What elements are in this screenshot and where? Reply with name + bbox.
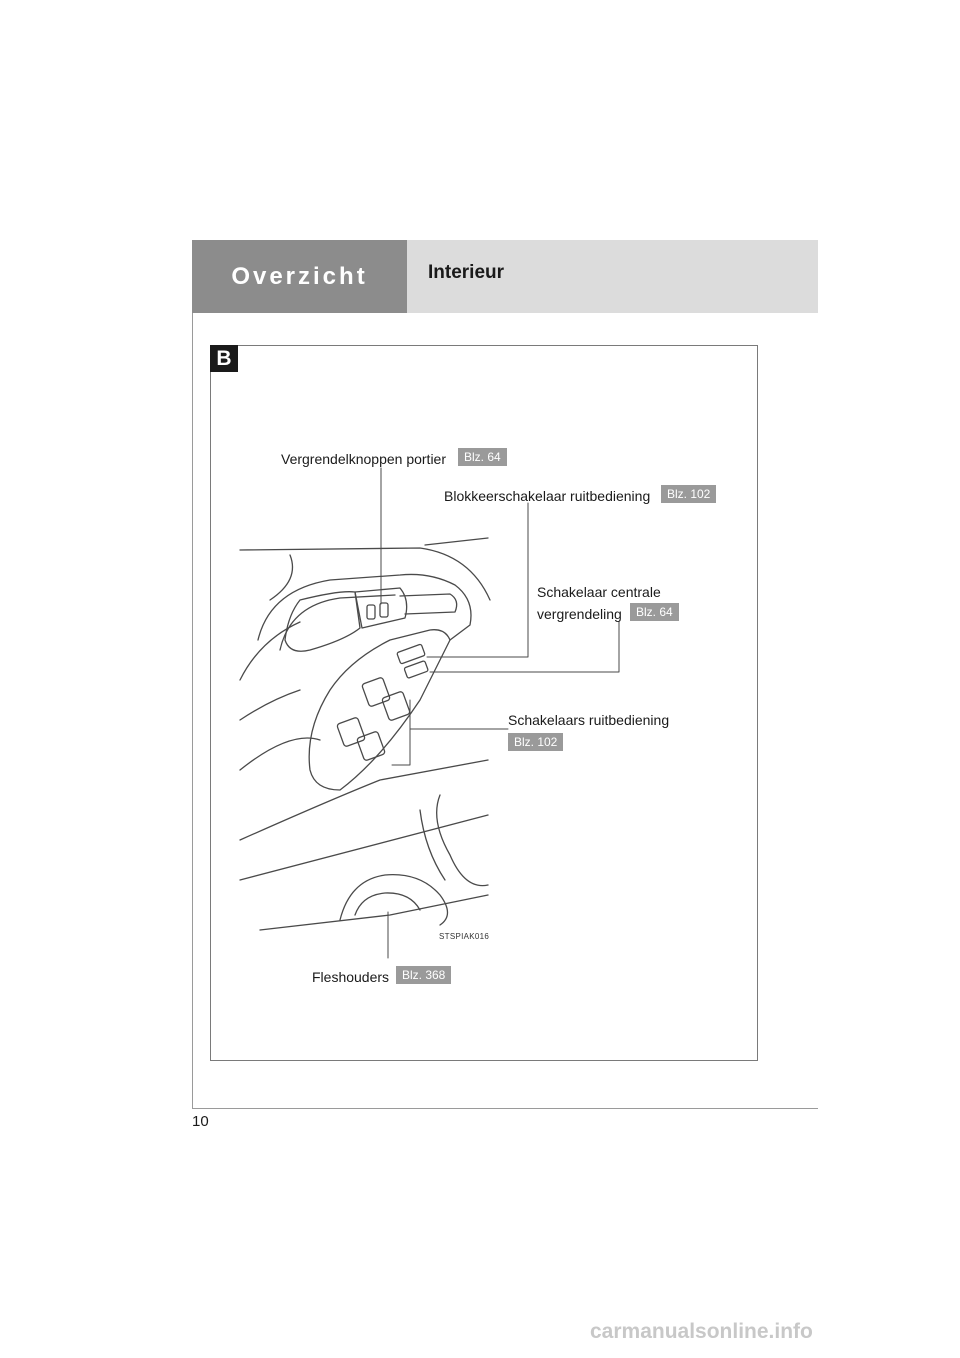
section-tab: Overzicht (192, 240, 407, 313)
callout-window-switches-ref[interactable]: Blz. 102 (508, 733, 563, 751)
callout-window-lock-ref[interactable]: Blz. 102 (661, 485, 716, 503)
callout-window-lock-label: Blokkeerschakelaar ruitbediening (444, 488, 651, 504)
callout-bottle-holder-ref[interactable]: Blz. 368 (396, 966, 451, 984)
callout-bottle-holder-label: Fleshouders (312, 969, 390, 985)
figure-badge: B (210, 345, 238, 372)
callout-central-lock-ref[interactable]: Blz. 64 (630, 603, 679, 621)
callout-central-lock-label-line1: Schakelaar centrale (537, 584, 661, 600)
page-number: 10 (192, 1113, 209, 1130)
callout-window-switches-label: Schakelaars ruitbediening (508, 712, 670, 728)
watermark: carmanualsonline.info (590, 1320, 813, 1343)
callout-door-lock-ref[interactable]: Blz. 64 (458, 448, 507, 466)
callout-door-lock-label: Vergrendelknoppen portier (281, 451, 447, 467)
image-code: STSPIAK016 (439, 932, 490, 941)
page-title: Interieur (428, 262, 505, 283)
callout-central-lock-label-line2: vergrendeling (537, 606, 622, 622)
